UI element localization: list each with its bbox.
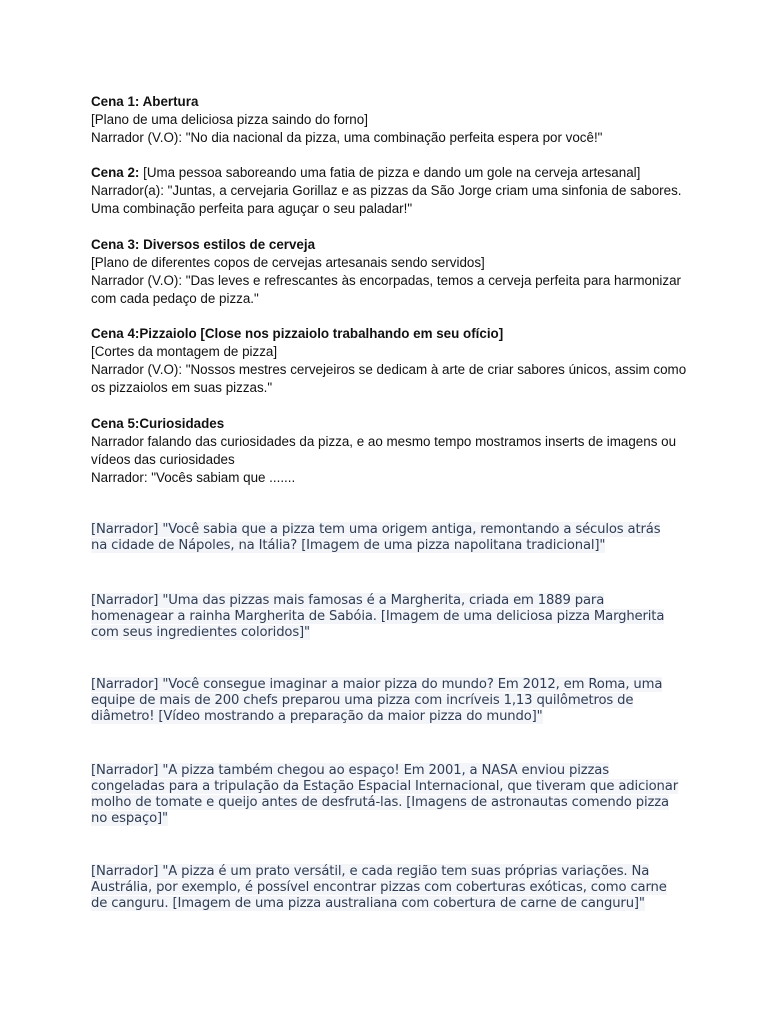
scene-line: Narrador(a): "Juntas, a cervejaria Gorillaz e as pizzas da São Jorge criam uma sinfonia de sabores. Uma combinação perfeita para aguçar o seu paladar!" bbox=[91, 183, 682, 216]
scene-line: [Plano de diferentes copos de cervejas artesanais sendo servidos] bbox=[91, 255, 485, 270]
scene-3 bbox=[91, 236, 691, 308]
curiosity-paragraph bbox=[91, 763, 679, 827]
curiosity-text: [Narrador] "Você consegue imaginar a maior pizza do mundo? Em 2012, em Roma, uma equipe de mais de 200 chefs preparou uma pizza com incríveis 1,13 quilômetros de diâmetro! [Vídeo mostrando a preparação da maior pizza do mundo]" bbox=[91, 677, 663, 724]
scene-line: [Cortes da montagem de pizza] bbox=[91, 344, 278, 359]
scene-line: Narrador (V.O): "No dia nacional da pizza, uma combinação perfeita espera por você!" bbox=[91, 130, 603, 145]
scene-title: Cena 1: Abertura bbox=[91, 94, 199, 109]
curiosity-paragraph bbox=[91, 593, 679, 641]
scene-title: Cena 4:Pizzaiolo [Close nos pizzaiolo trabalhando em seu ofício] bbox=[91, 326, 504, 341]
curiosity-text: [Narrador] "Você sabia que a pizza tem uma origem antiga, remontando a séculos atrás na cidade de Nápoles, na Itália? [Imagem de uma pizza napolitana tradicional]" bbox=[91, 522, 661, 553]
curiosity-paragraph bbox=[91, 677, 679, 725]
scene-2 bbox=[91, 164, 691, 218]
curiosity-paragraph bbox=[91, 522, 679, 554]
scene-line: Narrador: "Vocês sabiam que ....... bbox=[91, 470, 296, 485]
scene-5 bbox=[91, 415, 691, 487]
scene-line: Narrador (V.O): "Nossos mestres cervejeiros se dedicam à arte de criar sabores únicos, assim como os pizzaiolos em suas pizzas." bbox=[91, 362, 687, 395]
scene-title: Cena 2: bbox=[91, 165, 140, 180]
curiosity-text: [Narrador] "Uma das pizzas mais famosas é a Margherita, criada em 1889 para homenagear a rainha Margherita de Sabóia. [Imagem de uma deliciosa pizza Margherita com seus ingredientes coloridos]" bbox=[91, 593, 665, 640]
scene-1 bbox=[91, 93, 691, 147]
curiosity-text: [Narrador] "A pizza também chegou ao espaço! Em 2001, a NASA enviou pizzas congeladas para a tripulação da Estação Espacial Internacional, que tiveram que adicionar molho de tomate e queijo antes de desfrutá-las. [Imagens de astronautas comendo pizza no espaço]" bbox=[91, 763, 678, 826]
scene-line: Narrador (V.O): "Das leves e refrescantes às encorpadas, temos a cerveja perfeita para harmonizar com cada pedaço de pizza." bbox=[91, 273, 681, 306]
scene-title: Cena 5:Curiosidades bbox=[91, 416, 225, 431]
scene-4 bbox=[91, 325, 691, 397]
curiosity-paragraph bbox=[91, 864, 679, 912]
scene-line: [Plano de uma deliciosa pizza saindo do forno] bbox=[91, 112, 368, 127]
scene-title: Cena 3: Diversos estilos de cerveja bbox=[91, 237, 316, 252]
curiosity-text: [Narrador] "A pizza é um prato versátil, e cada região tem suas próprias variações. Na Austrália, por exemplo, é possível encontrar pizzas com coberturas exóticas, como carne de canguru. [Imagem de uma pizza australiana com cobertura de carne de canguru]" bbox=[91, 864, 667, 911]
scene-inline-text: [Uma pessoa saboreando uma fatia de pizza e dando um gole na cerveja artesanal] bbox=[139, 165, 641, 180]
scene-line: Narrador falando das curiosidades da pizza, e ao mesmo tempo mostramos inserts de imagens ou vídeos das curiosidades bbox=[91, 434, 677, 467]
